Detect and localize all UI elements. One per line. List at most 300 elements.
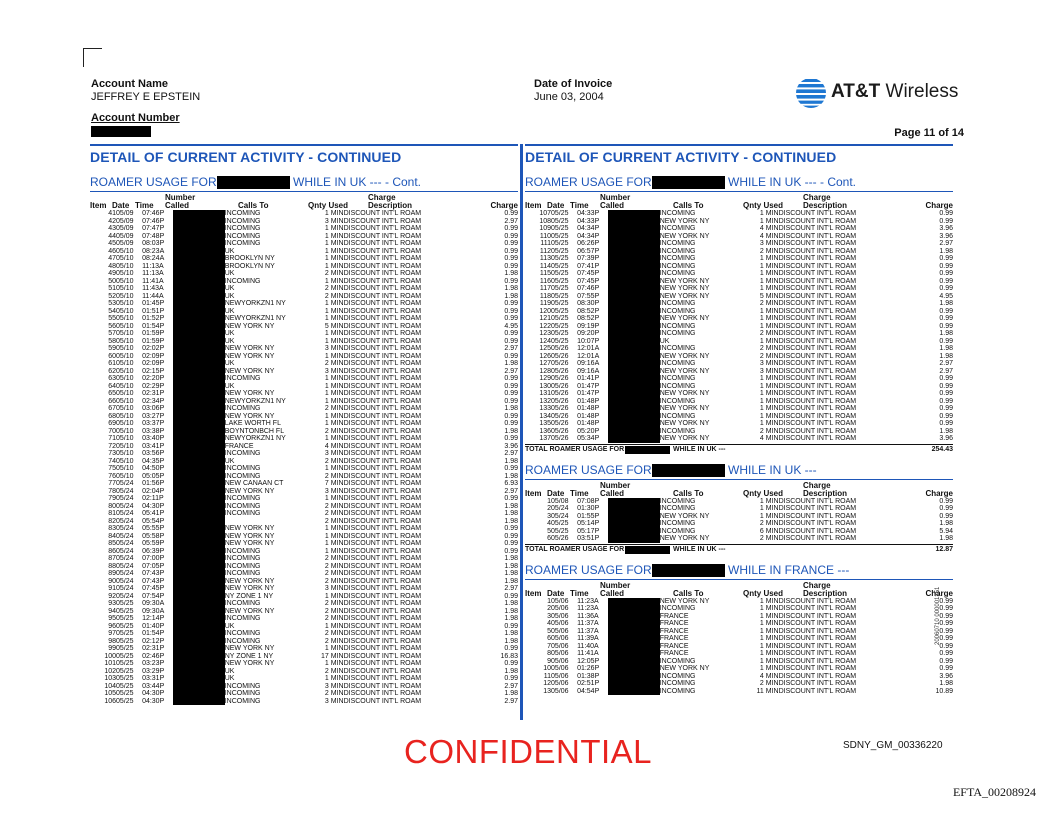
call-time: 07:47P: [142, 225, 165, 232]
call-date: 05/25: [116, 697, 134, 705]
call-time: 11:43A: [142, 285, 164, 292]
calls-to: INCOMING: [659, 255, 696, 262]
call-date: 05/10: [116, 465, 134, 472]
quantity-used: 1 MIN: [759, 382, 779, 390]
call-time: 06:39P: [142, 547, 165, 555]
table-row: [525, 598, 953, 606]
redacted-number: [173, 323, 225, 331]
table-row: [525, 665, 953, 673]
call-time: 01:48P: [577, 412, 600, 420]
col-number: Number: [600, 580, 631, 590]
item-number: 133: [539, 405, 552, 412]
item-number: 3: [547, 512, 552, 520]
calls-to: INCOMING: [224, 697, 261, 705]
item-number: 102: [104, 667, 117, 675]
calls-to: NEW YORK NY: [659, 352, 710, 360]
call-time: 02:46P: [142, 652, 165, 660]
call-time: 03:23P: [142, 660, 165, 667]
item-number: 92: [108, 592, 117, 600]
call-time: 04:35P: [142, 457, 165, 465]
redacted-number: [608, 285, 660, 293]
quantity-used: 1 MIN: [324, 540, 344, 547]
calls-to: NEW YORK NY: [659, 405, 710, 412]
call-time: 02:31P: [142, 645, 165, 652]
charge-description: DISCOUNT INT'L ROAM: [343, 390, 422, 397]
item-number: 98: [108, 637, 117, 645]
quantity-used: 2 MIN: [759, 247, 779, 255]
call-date: 05/25: [551, 270, 569, 277]
call-date: 05/25: [551, 322, 569, 330]
table-row: [525, 650, 953, 658]
redacted-number: [173, 645, 225, 653]
quantity-used: 1 MIN: [324, 240, 344, 247]
calls-to: INCOMING: [659, 270, 696, 277]
calls-to: NEW YORK NY: [224, 660, 275, 667]
redacted-phone: [652, 564, 725, 577]
item-number: 2: [547, 605, 552, 612]
charge-description: DISCOUNT INT'L ROAM: [343, 307, 422, 315]
calls-to: NEWYORKZN1 NY: [224, 397, 286, 405]
item-number: 65: [108, 390, 117, 397]
call-time: 04:30P: [142, 502, 165, 510]
redacted-number: [608, 435, 660, 443]
redacted-number: [608, 650, 660, 658]
quantity-used: 2 MIN: [759, 352, 779, 360]
call-date: 05/10: [116, 367, 134, 375]
call-time: 09:16A: [577, 367, 600, 375]
charge-description: DISCOUNT INT'L ROAM: [778, 657, 857, 665]
table-row: [525, 628, 953, 636]
calls-to: NEW YORK NY: [224, 487, 275, 495]
charge-description: DISCOUNT INT'L ROAM: [778, 330, 857, 337]
charge-amount: 0.99: [504, 412, 518, 420]
call-date: 05/26: [551, 352, 569, 360]
redacted-number: [608, 598, 660, 606]
item-number: 1: [547, 497, 552, 505]
item-number: 84: [108, 532, 117, 540]
call-time: 01:30P: [577, 505, 600, 512]
table-row: [525, 428, 953, 436]
call-time: 07:48P: [142, 232, 165, 240]
call-date: 05/10: [116, 457, 134, 465]
redacted-number: [608, 688, 660, 696]
charge-amount: 4.95: [939, 292, 953, 300]
charge-description: DISCOUNT INT'L ROAM: [778, 535, 857, 542]
charge-description: DISCOUNT INT'L ROAM: [778, 680, 857, 687]
redacted-number: [173, 698, 225, 706]
charge-amount: 1.98: [504, 555, 518, 562]
charge-description: DISCOUNT INT'L ROAM: [778, 412, 857, 420]
call-date: 05/24: [116, 592, 134, 600]
item-number: 128: [539, 367, 552, 375]
redacted-number: [173, 615, 225, 623]
item-number: 47: [108, 255, 117, 262]
redacted-phone: [652, 464, 725, 477]
quantity-used: 3 MIN: [324, 487, 344, 495]
charge-amount: 0.99: [504, 307, 518, 315]
charge-amount: 1.98: [504, 510, 518, 517]
top-rule: [525, 144, 953, 146]
table-row: [90, 690, 518, 698]
call-time: 12:01A: [577, 345, 600, 352]
col-item: Item: [525, 488, 542, 498]
redacted-number: [173, 623, 225, 631]
call-date: 05/25: [551, 307, 569, 315]
redacted-phone: [625, 546, 670, 554]
charge-amount: 0.99: [939, 635, 953, 642]
charge-description: DISCOUNT INT'L ROAM: [343, 510, 422, 517]
item-number: 60: [108, 352, 117, 360]
call-date: 05/25: [116, 607, 134, 615]
table-row: [90, 450, 518, 458]
table-row: [525, 513, 953, 521]
total-value: 12.87: [935, 545, 953, 553]
quantity-used: 1 MIN: [324, 435, 344, 442]
quantity-used: 2 MIN: [324, 360, 344, 367]
call-date: 05/10: [116, 330, 134, 337]
call-date: 05/10: [116, 472, 134, 480]
redacted-number: [173, 383, 225, 391]
redacted-number: [173, 233, 225, 241]
call-date: 05/25: [551, 315, 569, 322]
item-number: 9: [547, 657, 552, 665]
charge-amount: 0.99: [504, 420, 518, 427]
charge-amount: 2.97: [504, 450, 518, 457]
redacted-number: [173, 345, 225, 353]
item-number: 76: [108, 472, 117, 480]
call-date: 05/10: [116, 292, 134, 300]
call-date: 05/25: [116, 600, 134, 607]
calls-to: UK: [224, 457, 235, 465]
calls-to: FRANCE: [659, 642, 689, 650]
quantity-used: 2 MIN: [324, 285, 344, 292]
calls-to: INCOMING: [659, 397, 696, 405]
table-row: [90, 653, 518, 661]
charge-amount: 1.98: [504, 270, 518, 277]
table-row: [525, 285, 953, 293]
call-date: 05/10: [116, 352, 134, 360]
charge-amount: 2.97: [504, 345, 518, 352]
quantity-used: 4 MIN: [759, 672, 779, 680]
quantity-used: 1 MIN: [324, 232, 344, 240]
quantity-used: 1 MIN: [759, 505, 779, 512]
calls-to: NEWYORKZN1 NY: [224, 300, 286, 307]
call-date: 05/24: [116, 495, 134, 502]
col-calls-to: Calls To: [673, 588, 704, 598]
account-name-label: Account Name: [91, 78, 169, 90]
table-row: [525, 278, 953, 286]
call-date: 05/10: [116, 277, 134, 285]
call-date: 05/25: [116, 615, 134, 622]
col-charge-top: Charge: [803, 193, 831, 202]
charge-amount: 0.99: [939, 315, 953, 322]
table-row: [525, 263, 953, 271]
item-number: 4: [547, 620, 552, 627]
calls-to: INCOMING: [224, 375, 261, 382]
section-prefix: ROAMER USAGE FOR: [90, 175, 217, 189]
charge-description: DISCOUNT INT'L ROAM: [343, 360, 422, 367]
call-time: 05:58P: [142, 532, 165, 540]
call-date: 05/24: [116, 570, 134, 577]
quantity-used: 1 MIN: [324, 592, 344, 600]
calls-to: NEW YORK NY: [224, 352, 275, 360]
quantity-used: 2 MIN: [324, 600, 344, 607]
quantity-used: 2 MIN: [324, 502, 344, 510]
redacted-number: [608, 613, 660, 621]
table-row: [525, 520, 953, 528]
redacted-number: [608, 218, 660, 226]
charge-amount: 0.99: [504, 525, 518, 532]
calls-to: UK: [224, 247, 235, 255]
calls-to: INCOMING: [659, 262, 696, 270]
call-date: 05/10: [116, 255, 134, 262]
charge-description: DISCOUNT INT'L ROAM: [778, 210, 857, 217]
table-row: [525, 613, 953, 621]
call-date: 05/10: [116, 390, 134, 397]
charge-amount: 0.99: [939, 612, 953, 620]
redacted-number: [608, 398, 660, 406]
charge-amount: 0.99: [939, 397, 953, 405]
charge-description: DISCOUNT INT'L ROAM: [343, 585, 422, 592]
table-row: [90, 255, 518, 263]
call-date: 05/25: [551, 300, 569, 307]
call-date: 05/24: [116, 547, 134, 555]
charge-amount: 1.98: [504, 502, 518, 510]
call-time: 07:55P: [577, 292, 600, 300]
col-charge-top: Charge: [803, 480, 831, 490]
table-row: [525, 368, 953, 376]
charge-description: DISCOUNT INT'L ROAM: [778, 255, 857, 262]
item-number: 69: [108, 420, 117, 427]
table-row: [90, 323, 518, 331]
item-number: 85: [108, 540, 117, 547]
call-time: 01:47P: [577, 390, 600, 397]
charge-description: DISCOUNT INT'L ROAM: [778, 627, 857, 635]
call-date: 05/25: [116, 660, 134, 667]
calls-to: NEW YORK NY: [659, 435, 710, 442]
item-number: 81: [108, 510, 117, 517]
calls-to: INCOMING: [659, 240, 696, 247]
item-number: 10: [543, 665, 552, 672]
quantity-used: 1 MIN: [324, 675, 344, 682]
item-number: 48: [108, 262, 117, 270]
col-description: Description: [803, 588, 848, 598]
table-row: [90, 480, 518, 488]
quantity-used: 2 MIN: [324, 667, 344, 675]
quantity-used: 2 MIN: [324, 292, 344, 300]
charge-description: DISCOUNT INT'L ROAM: [343, 412, 422, 420]
quantity-used: 1 MIN: [759, 635, 779, 642]
charge-amount: 0.99: [504, 315, 518, 322]
quantity-used: 1 MIN: [759, 270, 779, 277]
item-number: 45: [108, 240, 117, 247]
call-time: 03:40P: [142, 435, 165, 442]
quantity-used: 1 MIN: [759, 285, 779, 292]
call-time: 11:23A: [577, 597, 599, 605]
call-date: 05/26: [551, 427, 569, 435]
charge-description: DISCOUNT INT'L ROAM: [343, 690, 422, 697]
call-date: 05/26: [551, 390, 569, 397]
charge-description: DISCOUNT INT'L ROAM: [778, 405, 857, 412]
charge-description: DISCOUNT INT'L ROAM: [343, 277, 422, 285]
item-number: 126: [539, 352, 552, 360]
call-time: 11:41A: [577, 650, 599, 657]
section-title: [525, 463, 953, 480]
table-row: [90, 210, 518, 218]
table-row: [525, 658, 953, 666]
item-number: 101: [104, 660, 117, 667]
redacted-number: [173, 638, 225, 646]
table-row: [90, 540, 518, 548]
calls-to: INCOMING: [224, 465, 261, 472]
call-time: 01:54P: [142, 630, 165, 637]
item-number: 109: [539, 225, 552, 232]
redacted-phone: [652, 176, 725, 189]
redacted-number: [608, 505, 660, 513]
redacted-number: [173, 675, 225, 683]
calls-to: NEW YORK NY: [224, 585, 275, 592]
call-time: 07:45P: [577, 277, 600, 285]
charge-amount: 1.98: [504, 285, 518, 292]
calls-to: INCOMING: [224, 472, 261, 480]
table-row: [90, 473, 518, 481]
charge-description: DISCOUNT INT'L ROAM: [778, 225, 857, 232]
table-row: [90, 683, 518, 691]
calls-to: INCOMING: [659, 300, 696, 307]
table-row: [90, 548, 518, 556]
call-time: 02:09P: [142, 352, 165, 360]
call-time: 03:51P: [577, 535, 600, 542]
table-row: [90, 248, 518, 256]
charge-description: DISCOUNT INT'L ROAM: [343, 285, 422, 292]
charge-amount: 0.99: [939, 497, 953, 505]
section-title: [525, 175, 953, 192]
redacted-number: [173, 563, 225, 571]
call-date: 05/10: [116, 345, 134, 352]
quantity-used: 3 MIN: [324, 217, 344, 225]
detail-title: DETAIL OF CURRENT ACTIVITY - CONTINUED: [525, 149, 837, 165]
calls-to: INCOMING: [659, 382, 696, 390]
charge-amount: 1.98: [504, 360, 518, 367]
redacted-number: [173, 420, 225, 428]
redacted-number: [173, 255, 225, 263]
redacted-number: [173, 300, 225, 308]
redacted-number: [173, 458, 225, 466]
col-qty: Qnty Used: [743, 488, 784, 498]
charge-description: DISCOUNT INT'L ROAM: [343, 682, 422, 690]
charge-description: DISCOUNT INT'L ROAM: [778, 650, 857, 657]
item-number: 44: [108, 232, 117, 240]
col-description: Description: [803, 201, 848, 210]
call-date: 05/09: [116, 217, 134, 225]
call-time: 11:44A: [142, 292, 164, 300]
efta-number: EFTA_00208924: [952, 785, 1036, 799]
item-number: 90: [108, 577, 117, 585]
redacted-number: [173, 443, 225, 451]
charge-amount: 1.98: [504, 457, 518, 465]
quantity-used: 2 MIN: [759, 535, 779, 542]
charge-amount: 0.99: [504, 532, 518, 540]
charge-description: DISCOUNT INT'L ROAM: [343, 630, 422, 637]
redacted-number: [608, 263, 660, 271]
quantity-used: 1 MIN: [324, 375, 344, 382]
charge-amount: 1.98: [939, 345, 953, 352]
quantity-used: 4 MIN: [324, 442, 344, 450]
call-time: 01:40P: [142, 622, 165, 630]
redacted-number: [173, 375, 225, 383]
col-item: Item: [525, 201, 542, 210]
col-called: Called: [600, 201, 625, 210]
calls-to: INCOMING: [659, 412, 696, 420]
charge-amount: 0.99: [504, 255, 518, 262]
charge-description: DISCOUNT INT'L ROAM: [343, 255, 422, 262]
table-row: [525, 620, 953, 628]
item-number: 80: [108, 502, 117, 510]
item-number: 13: [543, 687, 552, 695]
call-time: 02:34P: [142, 397, 165, 405]
calls-to: FRANCE: [659, 612, 689, 620]
call-date: 05/24: [116, 487, 134, 495]
call-time: 01:48P: [577, 405, 600, 412]
charge-amount: 2.97: [504, 585, 518, 592]
call-time: 07:45P: [142, 585, 165, 592]
quantity-used: 2 MIN: [759, 300, 779, 307]
calls-to: INCOMING: [659, 345, 696, 352]
charge-amount: 0.99: [939, 657, 953, 665]
call-time: 07:54P: [142, 592, 165, 600]
charge-description: DISCOUNT INT'L ROAM: [343, 622, 422, 630]
col-number: Number: [165, 193, 196, 202]
quantity-used: 2 MIN: [324, 457, 344, 465]
redacted-number: [608, 345, 660, 353]
calls-to: INCOMING: [224, 570, 261, 577]
call-time: 07:46P: [577, 285, 600, 292]
charge-description: DISCOUNT INT'L ROAM: [343, 382, 422, 390]
redacted-number: [608, 338, 660, 346]
col-description: Description: [803, 488, 848, 498]
table-row: [90, 420, 518, 428]
table-row: [90, 398, 518, 406]
redacted-number: [173, 608, 225, 616]
table-row: [90, 443, 518, 451]
call-date: 05/26: [551, 535, 569, 542]
charge-description: DISCOUNT INT'L ROAM: [778, 307, 857, 315]
item-number: 87: [108, 555, 117, 562]
item-number: 52: [108, 292, 117, 300]
item-number: 50: [108, 277, 117, 285]
quantity-used: 1 MIN: [759, 497, 779, 505]
charge-amount: 0.99: [939, 420, 953, 427]
charge-amount: 1.98: [504, 472, 518, 480]
redacted-phone: [625, 446, 670, 454]
item-number: 57: [108, 330, 117, 337]
charge-description: DISCOUNT INT'L ROAM: [778, 345, 857, 352]
quantity-used: 1 MIN: [759, 405, 779, 412]
charge-amount: 3.96: [939, 232, 953, 240]
quantity-used: 1 MIN: [324, 397, 344, 405]
charge-amount: 2.97: [504, 682, 518, 690]
call-date: 05/24: [116, 562, 134, 570]
charge-amount: 1.98: [504, 405, 518, 412]
redacted-number: [173, 435, 225, 443]
col-called: Called: [600, 488, 625, 498]
call-date: 05/24: [116, 525, 134, 532]
quantity-used: 2 MIN: [324, 630, 344, 637]
call-date: 05/24: [116, 517, 134, 525]
redacted-number: [608, 513, 660, 521]
table-row: [90, 630, 518, 638]
charge-amount: 0.99: [939, 505, 953, 512]
